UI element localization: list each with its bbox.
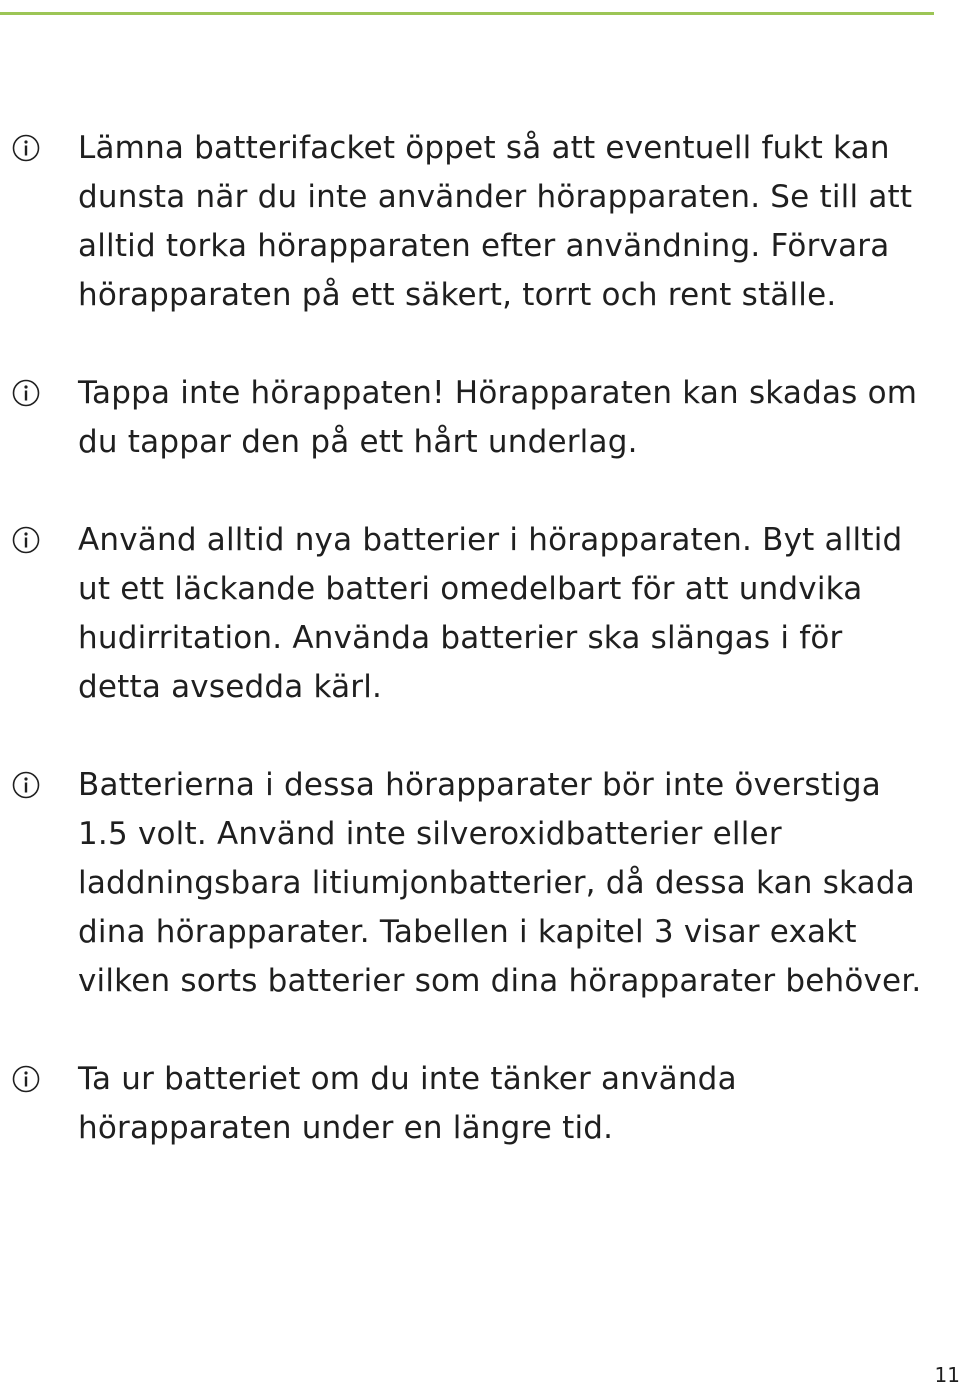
notes-list [0, 124, 960, 1202]
note-item [0, 124, 960, 320]
note-item [0, 369, 960, 467]
info-icon [12, 526, 40, 554]
info-icon [12, 134, 40, 162]
note-text: Använd alltid nya batterier i hörapparaten. Byt alltid ut ett läckande batteri omedelbart för att undvika hudirritation. Använda batterier ska slängas i för detta avsedda kärl. [78, 522, 903, 705]
note-text: Batterierna i dessa hörapparater bör inte överstiga 1.5 volt. Använd inte silveroxidbatterier eller laddningsbara litiumjonbatterier, då dessa kan skada dina hörapparater. Tabellen i kapitel 3 visar exakt vilken sorts batterier som dina hörapparater behöver. [78, 767, 922, 999]
info-icon [12, 379, 40, 407]
info-icon [12, 771, 40, 799]
note-item [0, 516, 960, 712]
header-rule [0, 12, 934, 15]
page-number: 11 [934, 1363, 960, 1387]
note-text: Lämna batterifacket öppet så att eventuell fukt kan dunsta när du inte använder hörapparaten. Se till att alltid torka hörapparaten efter användning. Förvara hörapparaten på ett säkert, torrt och rent ställe. [78, 130, 913, 313]
note-text: Tappa inte hörappaten! Hörapparaten kan skadas om du tappar den på ett hårt underlag. [78, 375, 918, 460]
info-icon [12, 1065, 40, 1093]
note-item [0, 1055, 960, 1153]
note-item [0, 761, 960, 1006]
note-text: Ta ur batteriet om du inte tänker använda hörapparaten under en längre tid. [78, 1061, 737, 1146]
